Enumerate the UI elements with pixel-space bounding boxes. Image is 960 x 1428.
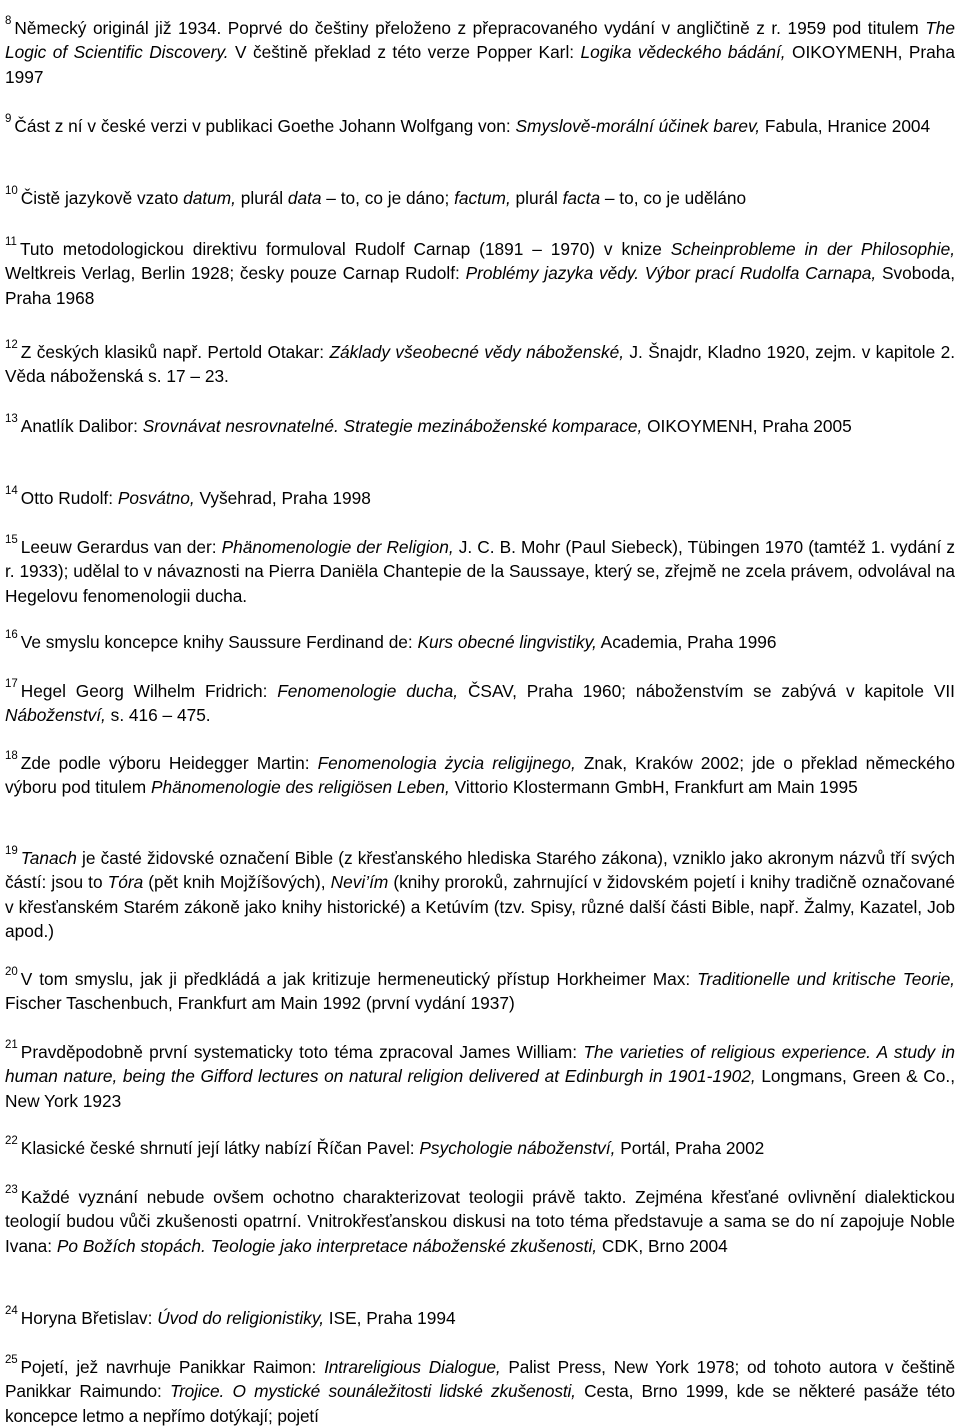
footnote-22 — [5, 1136, 955, 1160]
footnote-text: je časté židovské označení Bible (z křesťanského hlediska Starého zákona), vzniklo jako akronym názvů tří svých částí: jsou to — [5, 848, 955, 893]
footnote-title: Smyslově-morální účinek barev, — [515, 116, 761, 136]
footnote-term: factum, — [454, 188, 511, 208]
footnote-text: plurál — [510, 188, 563, 208]
footnote-number: 10 — [5, 185, 18, 198]
footnote-text: (pět knih Mojžíšových), — [143, 872, 331, 893]
footnote-text: Část z ní v české verzi v publikaci Goethe Johann Wolfgang von: — [14, 116, 516, 136]
footnote-title: Základy všeobecné vědy náboženské, — [329, 342, 625, 362]
footnote-title: Traditionelle und kritische Teorie, — [697, 969, 955, 989]
footnote-title: Intrareligious Dialogue, — [324, 1357, 501, 1377]
footnote-text: Horyna Břetislav: — [20, 1308, 158, 1328]
footnote-text: Zde podle výboru Heidegger Martin: — [20, 753, 318, 773]
footnote-text: Leeuw Gerardus van der: — [20, 537, 222, 557]
footnote-number: 24 — [5, 1305, 18, 1318]
footnote-title: Phänomenologie des religiösen Leben, — [151, 777, 450, 798]
footnote-text: Fischer Taschenbuch, Frankfurt am Main 1992 (první vydání 1937) — [5, 993, 515, 1014]
footnote-text: CDK, Brno 2004 — [597, 1235, 728, 1256]
footnote-title: Úvod do religionistiky, — [157, 1308, 324, 1328]
footnote-20 — [5, 967, 955, 1016]
footnote-term: Tóra — [107, 872, 144, 893]
footnote-25 — [5, 1355, 955, 1428]
footnote-18 — [5, 751, 955, 800]
footnote-term: datum, — [183, 188, 236, 208]
footnote-number: 19 — [5, 845, 18, 858]
footnote-text: s. 416 – 475. — [105, 705, 211, 726]
footnote-12 — [5, 340, 955, 389]
footnote-21 — [5, 1040, 955, 1113]
footnote-23 — [5, 1185, 955, 1258]
footnote-text: (knihy proroků, zahrnující v židovském pojetí i knihy tradičně označované v křesťanském Starém zákoně jako knihy historické) a Ketúvím (tzv. Spisy, různé další části Bible, např. Žalmy, Kazatel, Job apod.) — [5, 872, 955, 941]
footnote-text: Čistě jazykově vzato — [20, 188, 184, 208]
footnote-number: 21 — [5, 1039, 18, 1052]
footnote-13 — [5, 414, 955, 438]
footnote-text: Weltkreis Verlag, Berlin 1928; česky pouze Carnap Rudolf: — [5, 263, 466, 284]
footnote-number: 11 — [5, 236, 17, 249]
footnote-title: The varieties of religious experience. A study in human nature, being the Gifford lectures on natural religion delivered at Edinburgh in 1901-1902, — [5, 1042, 955, 1087]
footnote-title: Trojice. O mystické sounáležitosti lidské zkušenosti, — [169, 1381, 576, 1402]
footnote-number: 25 — [5, 1354, 18, 1367]
footnote-title: Fenomenologia życia religijnego, — [317, 753, 576, 773]
footnote-text: – to, co je dáno; — [321, 188, 455, 208]
footnote-title: Po Božích stopách. Teologie jako interpretace náboženské zkušenosti, — [56, 1235, 598, 1256]
footnote-text: Otto Rudolf: — [20, 488, 118, 508]
footnote-term: Tanach — [20, 848, 77, 868]
footnote-number: 12 — [5, 339, 18, 352]
footnote-title: Logika vědeckého bádání, — [580, 42, 786, 63]
footnote-text: Palist Press, New York 1978; od tohoto autora v češtině Panikkar Raimundo: — [5, 1357, 956, 1402]
footnote-text: Ve smyslu koncepce knihy Saussure Ferdinand de: — [20, 632, 418, 652]
footnote-number: 17 — [5, 678, 18, 691]
footnote-title: Posvátno, — [117, 488, 195, 508]
footnote-8 — [5, 16, 955, 89]
footnote-title: The Logic of Scientific Discovery. — [5, 18, 955, 63]
footnote-text: Z českých klasiků např. Pertold Otakar: — [20, 342, 330, 362]
footnote-text: Svoboda, Praha 1968 — [5, 263, 955, 308]
footnote-text: Anatlík Dalibor: — [20, 416, 143, 436]
footnote-text: Cesta, Brno 1999, kde se některé pasáže této koncepce letmo a nepřímo dotýkají; pojetí — [5, 1381, 956, 1426]
footnote-text: J. C. B. Mohr (Paul Siebeck), Tübingen 1970 (tamtéž 1. vydání z r. 1933); udělal to v návaznosti na Pierra Daniëla Chantepie de la Saussaye, který se, zřejmě ne zcela právem, odvolával na Hegelovu fenomenologii ducha. — [5, 537, 955, 606]
footnote-14 — [5, 486, 955, 510]
footnote-text: Znak, Kraków 2002; jde o překlad německého výboru pod titulem — [5, 753, 955, 798]
footnote-number: 22 — [5, 1135, 18, 1148]
footnote-text: J. Šnajdr, Kladno 1920, zejm. v kapitole 2. Věda náboženská s. 17 – 23. — [5, 342, 955, 387]
footnote-24 — [5, 1306, 955, 1330]
footnote-15 — [5, 535, 955, 608]
footnote-title: Problémy jazyka vědy. Výbor prací Rudolfa Carnapa, — [465, 263, 877, 284]
footnote-title: Scheinprobleme in der Philosophie, — [670, 239, 955, 259]
footnote-19 — [5, 846, 955, 943]
footnote-10 — [5, 186, 955, 210]
footnote-number: 15 — [5, 534, 18, 547]
footnote-text: Portál, Praha 2002 — [615, 1138, 765, 1158]
footnote-text: Fabula, Hranice 2004 — [760, 116, 931, 136]
footnote-number: 16 — [5, 629, 18, 642]
footnote-text: Longmans, Green & Co., New York 1923 — [5, 1066, 955, 1111]
footnote-title: Náboženství, — [5, 705, 106, 726]
footnote-text: Academia, Praha 1996 — [596, 632, 777, 652]
footnote-title: Phänomenologie der Religion, — [221, 537, 454, 557]
footnote-number: 14 — [5, 485, 18, 498]
footnote-text: V tom smyslu, jak ji předkládá a jak kritizuje hermeneutický přístup Horkheimer Max: — [20, 969, 698, 989]
footnote-16 — [5, 630, 955, 654]
footnote-text: Klasické české shrnutí její látky nabízí Říčan Pavel: — [20, 1138, 420, 1158]
footnote-number: 20 — [5, 966, 18, 979]
footnote-term: facta — [562, 188, 601, 208]
footnote-term: data — [287, 188, 322, 208]
footnote-number: 13 — [5, 413, 18, 426]
footnote-title: Srovnávat nesrovnatelné. Strategie mezináboženské komparace, — [142, 416, 643, 436]
footnote-11 — [5, 237, 955, 310]
footnote-number: 8 — [5, 15, 12, 28]
footnote-title: Fenomenologie ducha, — [277, 681, 459, 701]
footnote-text: Pravděpodobně první systematicky toto téma zpracoval James William: — [20, 1042, 584, 1062]
footnote-text: ISE, Praha 1994 — [324, 1308, 456, 1328]
footnote-text: Vyšehrad, Praha 1998 — [194, 488, 371, 508]
footnote-term: Nevi’ím — [330, 872, 389, 893]
footnote-number: 23 — [5, 1184, 18, 1197]
footnote-text: Tuto metodologickou direktivu formuloval Rudolf Carnap (1891 – 1970) v knize — [19, 239, 671, 259]
footnote-text: ČSAV, Praha 1960; náboženstvím se zabývá v kapitole VII — [458, 681, 955, 701]
footnote-title: Psychologie náboženství, — [419, 1138, 616, 1158]
footnote-number: 9 — [5, 113, 12, 126]
footnote-title: Kurs obecné lingvistiky, — [417, 632, 597, 652]
footnote-text: OIKOYMENH, Praha 2005 — [642, 416, 852, 436]
footnote-9 — [5, 114, 955, 138]
footnote-text: Vittorio Klostermann GmbH, Frankfurt am Main 1995 — [449, 777, 858, 798]
footnote-17 — [5, 679, 955, 728]
footnote-text: Hegel Georg Wilhelm Fridrich: — [20, 681, 278, 701]
footnote-text: V češtině překlad z této verze Popper Karl: — [228, 42, 581, 63]
footnote-text: – to, co je uděláno — [600, 188, 747, 208]
footnote-text: OIKOYMENH, Praha 1997 — [5, 42, 956, 87]
footnote-text: Německý originál již 1934. Poprvé do češtiny přeloženo z přepracovaného vydání v angličtině z r. 1959 pod titulem — [14, 18, 926, 38]
footnote-text: Pojetí, jež navrhuje Panikkar Raimon: — [20, 1357, 325, 1377]
footnote-text: Každé vyznání nebude ovšem ochotno charakterizovat teologii právě takto. Zejména křesťané ovlivnění dialektickou teologií budou vůči zkušenosti opatrní. Vnitrokřesťanskou diskusi na toto téma představuje a sama se do ní zapojuje Noble Ivana: — [5, 1187, 955, 1256]
footnote-text: plurál — [235, 188, 288, 208]
footnote-number: 18 — [5, 750, 18, 763]
